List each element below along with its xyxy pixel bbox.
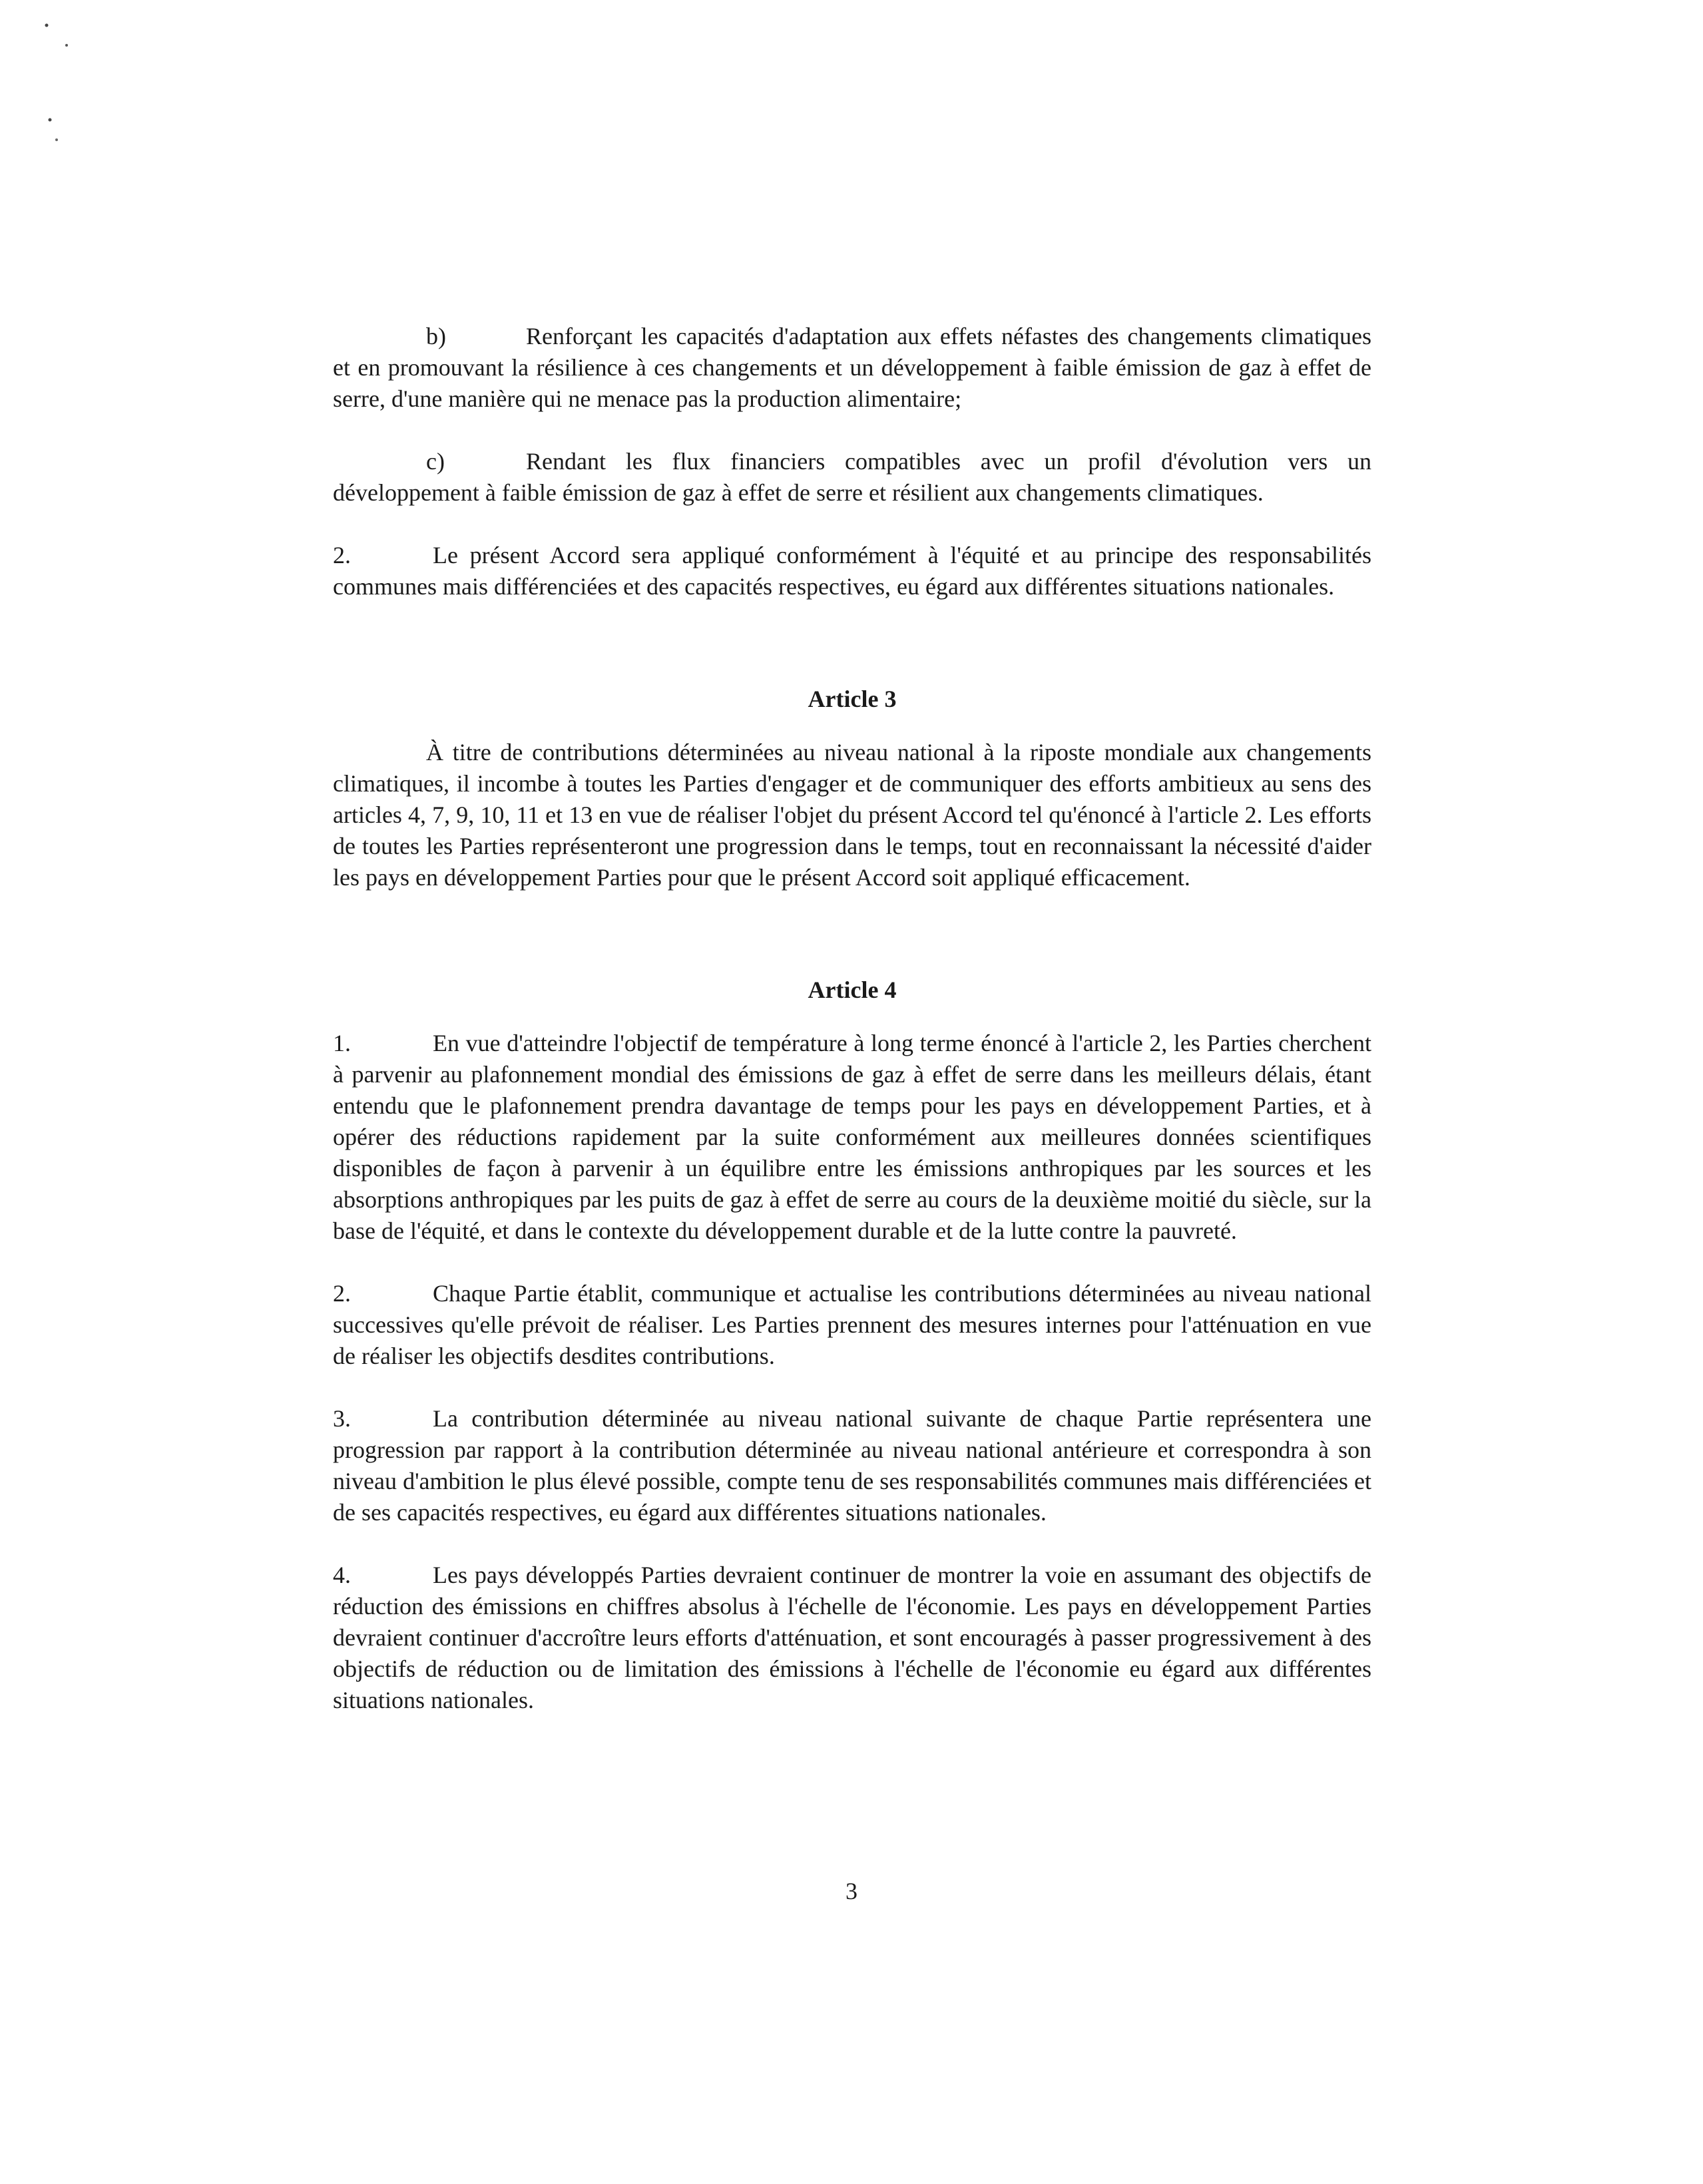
paragraph-text: Renforçant les capacités d'adaptation aux effets néfastes des changements climatiques et en promouvant la résilience à ces changements et un développement à faible émission de gaz à effet de serre, d'une manière qui ne menace pas la production alimentaire;	[333, 323, 1371, 412]
article-4-paragraph-4	[333, 1560, 1371, 1716]
paragraph-2	[333, 540, 1371, 602]
paragraph-text: En vue d'atteindre l'objectif de température à long terme énoncé à l'article 2, les Parties cherchent à parvenir au plafonnement mondial des émissions de gaz à effet de serre dans les meilleurs délais, étant entendu que le plafonnement prendra davantage de temps pour les pays en développement Parties, et à opérer des réductions rapidement par la suite conformément aux meilleures données scientifiques disponibles de façon à parvenir à un équilibre entre les émissions anthropiques par les sources et les absorptions anthropiques par les puits de gaz à effet de serre au cours de la deuxième moitié du siècle, sur la base de l'équité, et dans le contexte du développement durable et de la lutte contre la pauvreté.	[333, 1030, 1371, 1244]
paragraph-label: 1.	[333, 1030, 351, 1056]
page-number: 3	[846, 1878, 857, 1904]
paragraph-text: Rendant les flux financiers compatibles avec un profil d'évolution vers un développement à faible émission de gaz à effet de serre et résilient aux changements climatiques.	[333, 448, 1371, 506]
article-4-paragraph-2	[333, 1278, 1371, 1372]
paragraph-text: Le présent Accord sera appliqué conformément à l'équité et au principe des responsabilités communes mais différenciées et des capacités respectives, eu égard aux différentes situations nationales.	[333, 542, 1371, 600]
paragraph-text: Chaque Partie établit, communique et actualise les contributions déterminées au niveau national successives qu'elle prévoit de réaliser. Les Parties prennent des mesures internes pour l'atténuation en vue de réaliser les objectifs desdites contributions.	[333, 1280, 1371, 1369]
paragraph-label: b)	[426, 323, 446, 349]
article-4-paragraph-1	[333, 1028, 1371, 1247]
paragraph-label: 2.	[333, 1280, 351, 1307]
document-body	[333, 321, 1371, 1716]
article-4-heading: Article 4	[808, 977, 897, 1003]
article-3-text	[333, 737, 1371, 893]
paragraph-label: 3.	[333, 1405, 351, 1432]
paragraph-text: La contribution déterminée au niveau national suivante de chaque Partie représentera une progression par rapport à la contribution déterminée au niveau national antérieure et correspondra à son niveau d'ambition le plus élevé possible, compte tenu de ses responsabilités communes mais différenciées et de ses capacités respectives, eu égard aux différentes situations nationales.	[333, 1405, 1371, 1526]
paragraph-text: Les pays développés Parties devraient continuer de montrer la voie en assumant des objectifs de réduction des émissions en chiffres absolus à l'échelle de l'économie. Les pays en développement Parties devraient continuer d'accroître leurs efforts d'atténuation, et sont encouragés à passer progressivement à des objectifs de réduction ou de limitation des émissions à l'échelle de l'économie eu égard aux différentes situations nationales.	[333, 1562, 1371, 1713]
scan-specks	[40, 20, 80, 153]
paragraph-c	[333, 446, 1371, 509]
paragraph-label: 4.	[333, 1562, 351, 1588]
article-4-paragraph-3	[333, 1403, 1371, 1528]
paragraph-label: c)	[426, 448, 445, 475]
paragraph-text: À titre de contributions déterminées au niveau national à la riposte mondiale aux changements climatiques, il incombe à toutes les Parties d'engager et de communiquer des efforts ambitieux au sens des articles 4, 7, 9, 10, 11 et 13 en vue de réaliser l'objet du présent Accord tel qu'énoncé à l'article 2. Les efforts de toutes les Parties représenteront une progression dans le temps, tout en reconnaissant la nécessité d'aider les pays en développement Parties pour que le présent Accord soit appliqué efficacement.	[333, 739, 1371, 891]
article-3-heading: Article 3	[808, 686, 897, 712]
paragraph-b	[333, 321, 1371, 415]
paragraph-label: 2.	[333, 542, 351, 568]
